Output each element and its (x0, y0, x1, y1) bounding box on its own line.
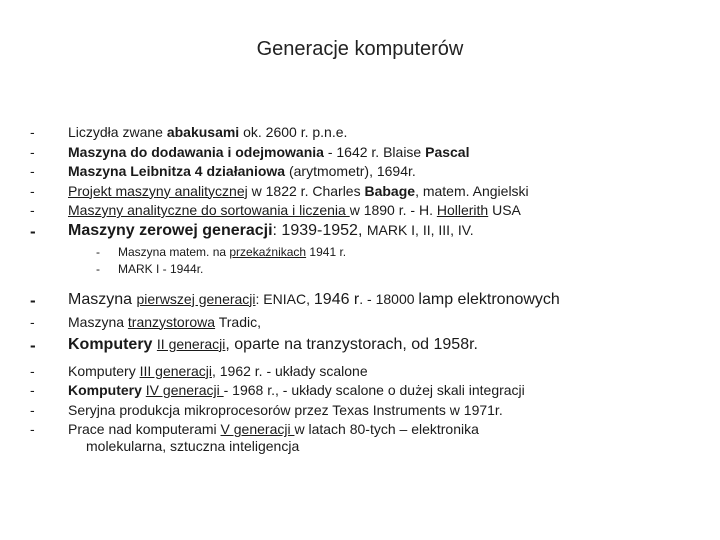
list-item-text (68, 124, 347, 140)
list-item-text (68, 144, 469, 160)
text-run-bold: Babage (364, 182, 416, 199)
text-run: 1941 r. (306, 244, 347, 259)
text-run: Maszyna matem. na (118, 244, 230, 259)
bullet-dash: - (30, 202, 35, 218)
list-item-text (0, 421, 720, 455)
text-run: oparte na tranzystorach, od 1958r. (234, 335, 478, 353)
text-run-bold: Pascal (425, 143, 470, 160)
text-run: Tradic, (215, 313, 261, 330)
text-run-bold: Komputery (68, 382, 146, 398)
text-run: Liczydła zwane (68, 124, 167, 140)
bullet-dash: - (96, 261, 100, 276)
list-item-text (68, 183, 529, 199)
text-run: , 1962 r. - układy scalone (211, 362, 368, 379)
text-run-underlined: Projekt maszyny analitycznej (68, 182, 248, 199)
bullet-dash: - (30, 124, 35, 140)
list-item (0, 163, 720, 183)
text-run-underlined: Maszyny analityczne do sortowania i liczenia (68, 202, 350, 218)
text-run: . - 18000 (359, 290, 419, 307)
text-run-bold: Maszyny zerowej generacji (68, 221, 273, 239)
list-item (0, 363, 720, 383)
bullet-dash: - (30, 421, 35, 437)
bullet-dash: - (30, 221, 36, 241)
text-run: USA (488, 202, 521, 218)
text-run: , (225, 335, 235, 353)
list-item-text: MARK I - 1944r. (118, 261, 204, 276)
text-run-underlined: III generacji (139, 362, 212, 379)
page-title: Generacje komputerów (256, 38, 464, 60)
bullet-dash: - (30, 382, 35, 398)
text-run: Maszyna (68, 313, 128, 330)
sub-list-item (0, 262, 720, 279)
text-run-underlined: IV generacji (145, 382, 224, 398)
text-run-underlined: II generacji (156, 335, 226, 352)
text-run: - 1968 r., - układy scalone o dużej skali integracji (223, 382, 525, 398)
list-item-text (68, 336, 478, 354)
list-item-text (68, 382, 525, 398)
text-run-bold: Maszyna Leibnitza 4 działaniowa (68, 163, 286, 179)
text-run: w 1822 r. Charles (247, 182, 365, 199)
text-run: (arytmometr), 1694r. (285, 163, 416, 179)
list-item-text (68, 291, 560, 309)
list-item (0, 124, 720, 144)
text-run-underlined: przekaźnikach (229, 244, 307, 259)
list-item (0, 222, 720, 245)
bullet-dash: - (30, 143, 35, 160)
text-run: ok. 2600 r. p.n.e. (239, 124, 348, 140)
text-run: w latach 80-tych – elektronika (294, 421, 479, 437)
list-item-text (68, 222, 474, 240)
text-run-underlined: Hollerith (436, 202, 489, 218)
bullet-dash: - (30, 401, 35, 418)
text-run: Maszyna (68, 290, 137, 308)
list-item (0, 382, 720, 402)
text-run: 1939-1952, (281, 221, 367, 239)
text-run-bold: Komputery (68, 335, 157, 353)
text-run: : ENIAC, (255, 290, 314, 307)
bullet-dash: - (30, 313, 35, 330)
bullet-dash: - (30, 163, 35, 179)
text-run-underlined: V generacji (220, 421, 295, 437)
bullet-dash: - (30, 182, 35, 199)
list-item (0, 402, 720, 422)
bullet-dash: - (30, 362, 35, 379)
bullet-dash: - (96, 244, 100, 259)
list-item (0, 291, 720, 314)
text-run: Prace nad komputerami (68, 421, 221, 437)
text-run-bold: abakusami (166, 124, 240, 140)
list-item-text (68, 163, 416, 179)
list-item-text (118, 245, 346, 259)
bullet-dash: - (30, 335, 36, 355)
text-run: lamp elektronowych (418, 290, 560, 308)
text-run: Komputery (68, 362, 140, 379)
text-run-underlined: pierwszej generacji (136, 290, 256, 307)
list-item (0, 421, 720, 455)
bullet-dash: - (30, 290, 36, 310)
text-run: 1946 r (313, 290, 360, 308)
list-item (0, 336, 720, 363)
list-item (0, 183, 720, 203)
list-item-text (68, 202, 521, 218)
list-item (0, 144, 720, 164)
sub-list-item (0, 245, 720, 262)
text-run: - 1642 r. Blaise (323, 143, 426, 160)
text-run: : (272, 221, 282, 239)
list-item (0, 202, 720, 222)
text-run-continuation: molekularna, sztuczna inteligencja (86, 438, 300, 454)
text-run-underlined: tranzystorowa (127, 313, 216, 330)
list-item (0, 314, 720, 336)
text-run: MARK I, II, III, IV. (366, 221, 474, 238)
list-item-text (68, 314, 261, 330)
list-item-text: Seryjna produkcja mikroprocesorów przez Texas Instruments w 1971r. (68, 401, 503, 418)
text-run-bold: Maszyna do dodawania i odejmowania (68, 143, 324, 160)
list-item-text (68, 363, 368, 379)
text-run: , matem. Angielski (415, 182, 529, 199)
text-run: w 1890 r. - H. (349, 202, 437, 218)
bullet-list (0, 124, 720, 455)
